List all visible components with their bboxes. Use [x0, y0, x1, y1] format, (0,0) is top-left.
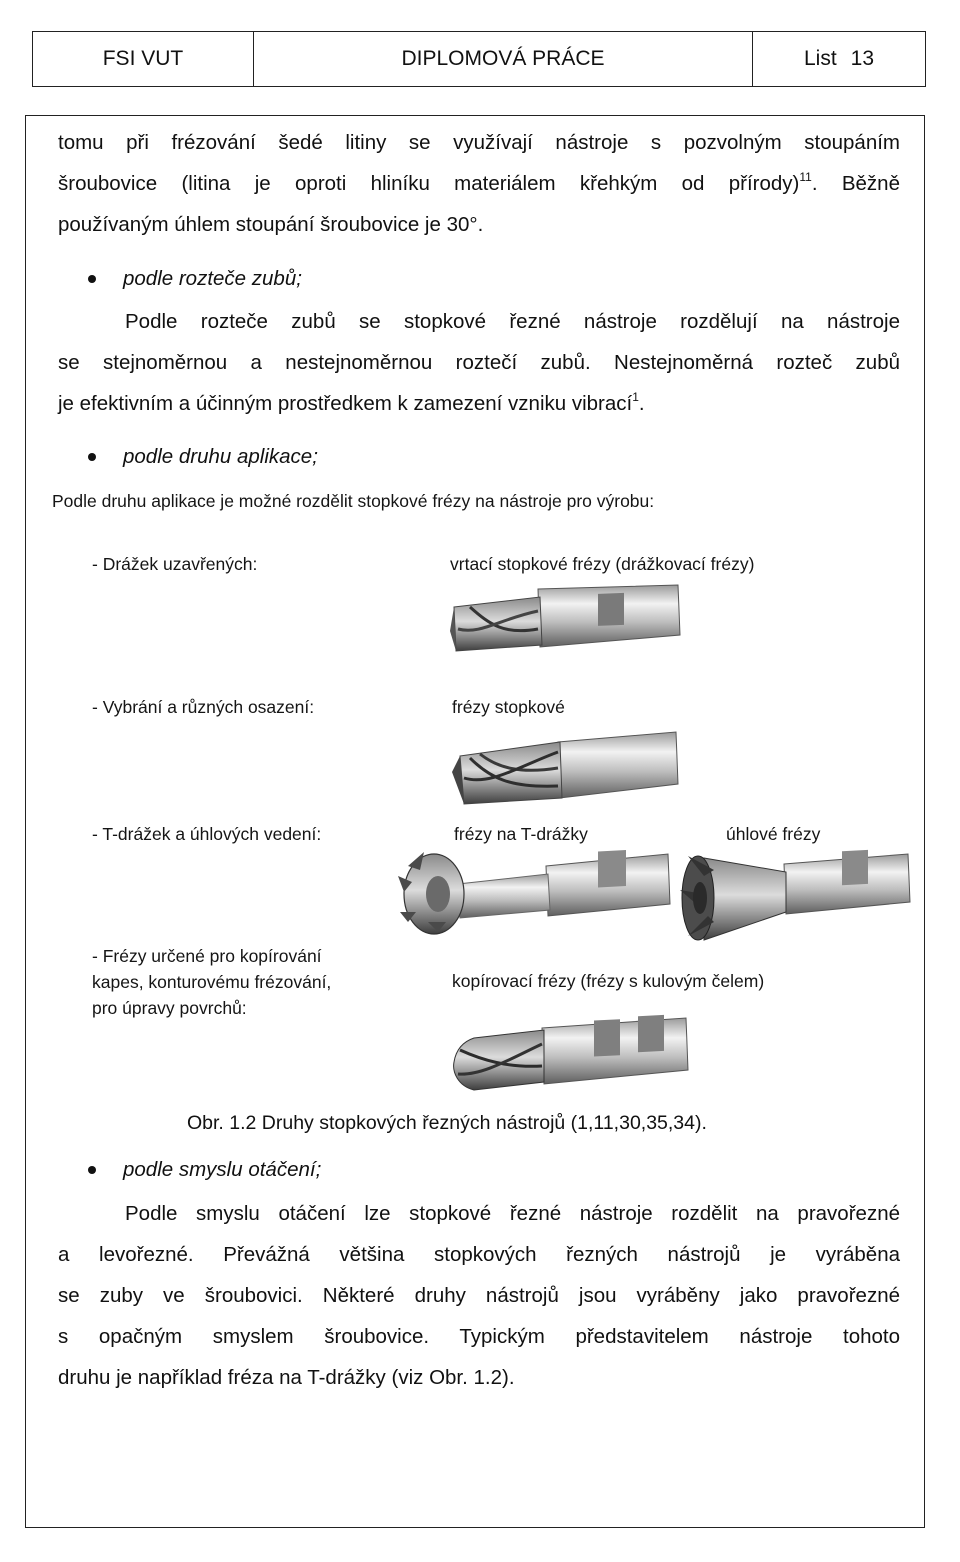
text-line: se stejnoměrnou a nestejnoměrnou roztečí zubů. Nestejnoměrná rozteč zubů: [58, 351, 900, 374]
figure-row4-use-line: pro úpravy povrchů:: [92, 998, 247, 1018]
header-page-label: List: [803, 47, 837, 70]
text-span: .: [638, 392, 645, 415]
citation: 1: [632, 390, 639, 404]
header-institution: FSI VUT: [33, 32, 254, 86]
figure-row4-use: [92, 943, 331, 1021]
bullet-item-application: [88, 445, 318, 469]
bullet-item-pitch: [88, 267, 302, 291]
header-page-number: 13: [850, 47, 875, 70]
text-line: Podle smyslu otáčení lze stopkové řezné nástroje rozdělit na pravořezné: [125, 1202, 900, 1225]
figure-row3-tool: frézy na T-drážky: [454, 824, 588, 844]
rotation-paragraph: [58, 1193, 900, 1398]
figure-row4-use-line: kapes, konturovému frézování,: [92, 972, 332, 992]
slot-drill-image: [450, 585, 690, 661]
ball-nose-cutter-image: [452, 1016, 692, 1094]
end-mill-image: [450, 728, 680, 808]
bullet-icon: [88, 1166, 96, 1174]
page-header: [32, 31, 926, 87]
t-slot-cutter-image: [398, 852, 672, 934]
pitch-paragraph: [58, 301, 900, 424]
bullet-item-rotation: [88, 1158, 321, 1182]
citation: 11: [799, 170, 812, 184]
text-line: se zuby ve šroubovici. Některé druhy nástrojů jsou vyráběny jako pravořezné: [58, 1284, 900, 1307]
angle-cutter-image: [674, 850, 912, 946]
header-document-type: DIPLOMOVÁ PRÁCE: [254, 32, 753, 86]
text-line: Podle rozteče zubů se stopkové řezné nástroje rozdělují na nástroje: [125, 310, 900, 333]
figure-row1-tool: vrtací stopkové frézy (drážkovací frézy): [450, 554, 755, 574]
text-span: šroubovice (litina je oproti hliníku materiálem křehkým od přírody): [58, 172, 800, 195]
text-line: tomu při frézování šedé litiny se využívají nástroje s pozvolným stoupáním: [58, 131, 900, 154]
text-line: používaným úhlem stoupání šroubovice je 30°.: [58, 213, 484, 236]
text-line: a levořezné. Převážná většina stopkových řezných nástrojů je vyráběna: [58, 1243, 900, 1266]
figure-row2-tool: frézy stopkové: [452, 697, 565, 717]
intro-paragraph: [58, 122, 900, 245]
text-span: je efektivním a účinným prostředkem k zamezení vzniku vibrací: [58, 392, 633, 415]
figure-row4-use-line: - Frézy určené pro kopírování: [92, 946, 322, 966]
header-page: [753, 32, 925, 86]
text-line: druhu je například fréza na T-drážky (viz Obr. 1.2).: [58, 1366, 515, 1389]
figure-caption: Obr. 1.2 Druhy stopkových řezných nástrojů (1,11,30,35,34).: [187, 1112, 707, 1134]
bullet-label: podle rozteče zubů;: [123, 267, 302, 290]
text-line: [58, 163, 900, 204]
text-line: s opačným smyslem šroubovice. Typickým představitelem nástroje tohoto: [58, 1325, 900, 1348]
figure-intro: Podle druhu aplikace je možné rozdělit stopkové frézy na nástroje pro výrobu:: [52, 491, 655, 511]
bullet-label: podle smyslu otáčení;: [123, 1158, 322, 1181]
bullet-icon: [88, 275, 96, 283]
bullet-icon: [88, 453, 96, 461]
figure-row2-use: - Vybrání a různých osazení:: [92, 697, 315, 717]
figure-row3-tool2: úhlové frézy: [726, 824, 821, 844]
figure-row1-use: - Drážek uzavřených:: [92, 554, 258, 574]
bullet-label: podle druhu aplikace;: [123, 445, 318, 468]
text-line: [58, 383, 900, 424]
figure-row3-use: - T-drážek a úhlových vedení:: [92, 824, 322, 844]
figure-row4-tool: kopírovací frézy (frézy s kulovým čelem): [452, 971, 765, 991]
text-span: . Běžně: [811, 172, 900, 195]
